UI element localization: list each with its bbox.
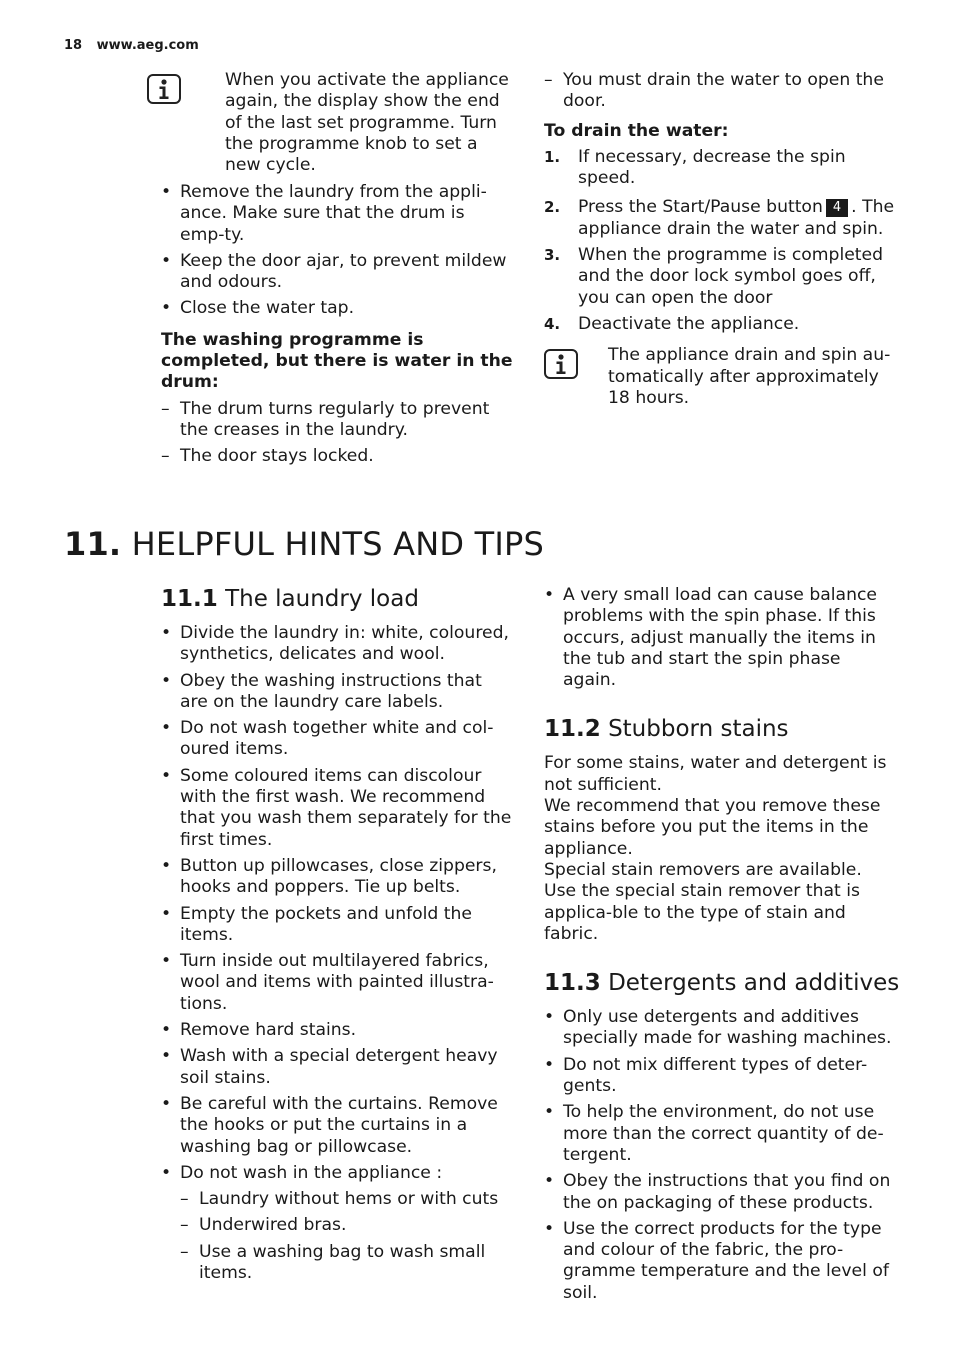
drain-note-list [544,70,896,113]
list-item: • Keep the door ajar, to prevent mildew and odours. [161,251,513,294]
step-item [544,245,896,309]
list-item: • Do not mix different types of deter-gents. [544,1055,896,1098]
left-top-content [161,182,513,473]
laundry-load-heading [161,585,513,613]
page-header [64,38,199,53]
info-note-text: When you activate the appliance again, the display show the end of the last set programme. Turn the programme knob to set a new cycle. [225,70,509,176]
info-note-left [147,70,512,176]
info-icon [147,74,181,104]
step-number: 3. [544,246,561,265]
drain-steps [544,147,896,335]
list-item: • Remove hard stains. [161,1020,513,1041]
list-item: – The door stays locked. [161,446,513,467]
list-item: – Laundry without hems or with cuts [180,1189,513,1210]
after-wash-list [161,182,513,320]
not-wash-list [180,1189,513,1284]
subsection-number: 11.3 [544,970,601,997]
list-item: • Be careful with the curtains. Remove the hooks or put the curtains in a washing bag or pillowcase. [161,1094,513,1158]
step-text: When the programme is completed and the door lock symbol goes off, you can open the door [578,245,884,308]
subsection-number: 11.1 [161,586,218,612]
step-text: If necessary, decrease the spin speed. [578,146,846,189]
detergents-list [544,1007,896,1304]
info-note-right [544,345,896,409]
info-note-text: The appliance drain and spin au-tomatically after approximately 18 hours. [608,345,891,408]
laundry-load-list [161,623,513,1284]
step-text: Deactivate the appliance. [578,313,800,334]
balance-list [544,585,896,691]
right-top-content [544,70,896,409]
stains-paragraph: Special stain removers are available. Use the special stain remover that is applica-ble to the type of stain and fabric. [544,859,862,944]
subsection-title: Detergents and additives [608,970,900,997]
list-item: • A very small load can cause balance problems with the spin phase. If this occurs, adjust manually the items in the tub and start the spin phase again. [544,585,896,691]
list-item: • Only use detergents and additives specially made for washing machines. [544,1007,896,1050]
list-item: – The drum turns regularly to prevent the creases in the laundry. [161,399,513,442]
step-number: 1. [544,147,561,166]
list-item: • Obey the instructions that you find on the on packaging of these products. [544,1171,896,1214]
step-item [544,314,896,335]
water-in-drum-list [161,399,513,468]
list-item: • Obey the washing instructions that are on the laundry care labels. [161,671,513,714]
list-item: – Use a washing bag to wash small items. [180,1242,513,1285]
list-item: • Do not wash together white and col-oured items. [161,718,513,761]
drain-heading: To drain the water: [544,120,729,141]
step-text: Press the Start/Pause button [578,197,823,218]
info-icon [544,349,578,379]
step-item [544,197,896,240]
page-number: 18 [64,38,83,53]
detergents-heading [544,969,900,997]
list-item-text: Do not wash in the appliance : [180,1162,443,1183]
list-item: • Divide the laundry in: white, coloured, synthetics, delicates and wool. [161,623,513,666]
stains-paragraph: For some stains, water and detergent is not sufficient. [544,753,887,795]
section-heading [64,525,544,563]
section-number: 11. [64,525,122,563]
list-item: • Empty the pockets and unfold the items. [161,904,513,947]
list-item: • Button up pillowcases, close zippers, hooks and poppers. Tie up belts. [161,856,513,899]
step-text: . The appliance drain the water and spin. [578,197,895,239]
step-number: 2. [544,198,561,217]
stubborn-stains-heading [544,715,896,743]
list-item: – Underwired bras. [180,1215,513,1236]
list-item: • Some coloured items can discolour with the first wash. We recommend that you wash them separately for the first times. [161,766,513,851]
list-item: • Remove the laundry from the appli-ance. Make sure that the drum is emp-ty. [161,182,513,246]
list-item: – You must drain the water to open the door. [544,70,896,113]
list-item: • Wash with a special detergent heavy soil stains. [161,1046,513,1089]
subsection-title: The laundry load [225,586,419,612]
list-item: • Use the correct products for the type and colour of the fabric, the pro-gramme temperature and the level of soil. [544,1219,896,1304]
list-item: • Close the water tap. [161,298,513,319]
stains-paragraph: We recommend that you remove these stains before you put the items in the appliance. [544,796,881,859]
water-in-drum-heading: The washing programme is completed, but there is water in the drum: [161,329,513,393]
right-lower-content [544,585,900,1309]
section-title: HELPFUL HINTS AND TIPS [131,525,545,563]
subsection-title: Stubborn stains [608,716,789,743]
list-item: • To help the environment, do not use more than the correct quantity of de-tergent. [544,1102,896,1166]
header-url[interactable]: www.aeg.com [96,38,199,53]
list-item: • Turn inside out multilayered fabrics, wool and items with painted illustra-tions. [161,951,513,1015]
laundry-load-section [161,585,513,1289]
step-number: 4. [544,314,561,333]
start-pause-button-label: 4 [826,199,848,217]
list-item [161,1163,513,1284]
subsection-number: 11.2 [544,716,601,743]
step-item [544,147,896,190]
